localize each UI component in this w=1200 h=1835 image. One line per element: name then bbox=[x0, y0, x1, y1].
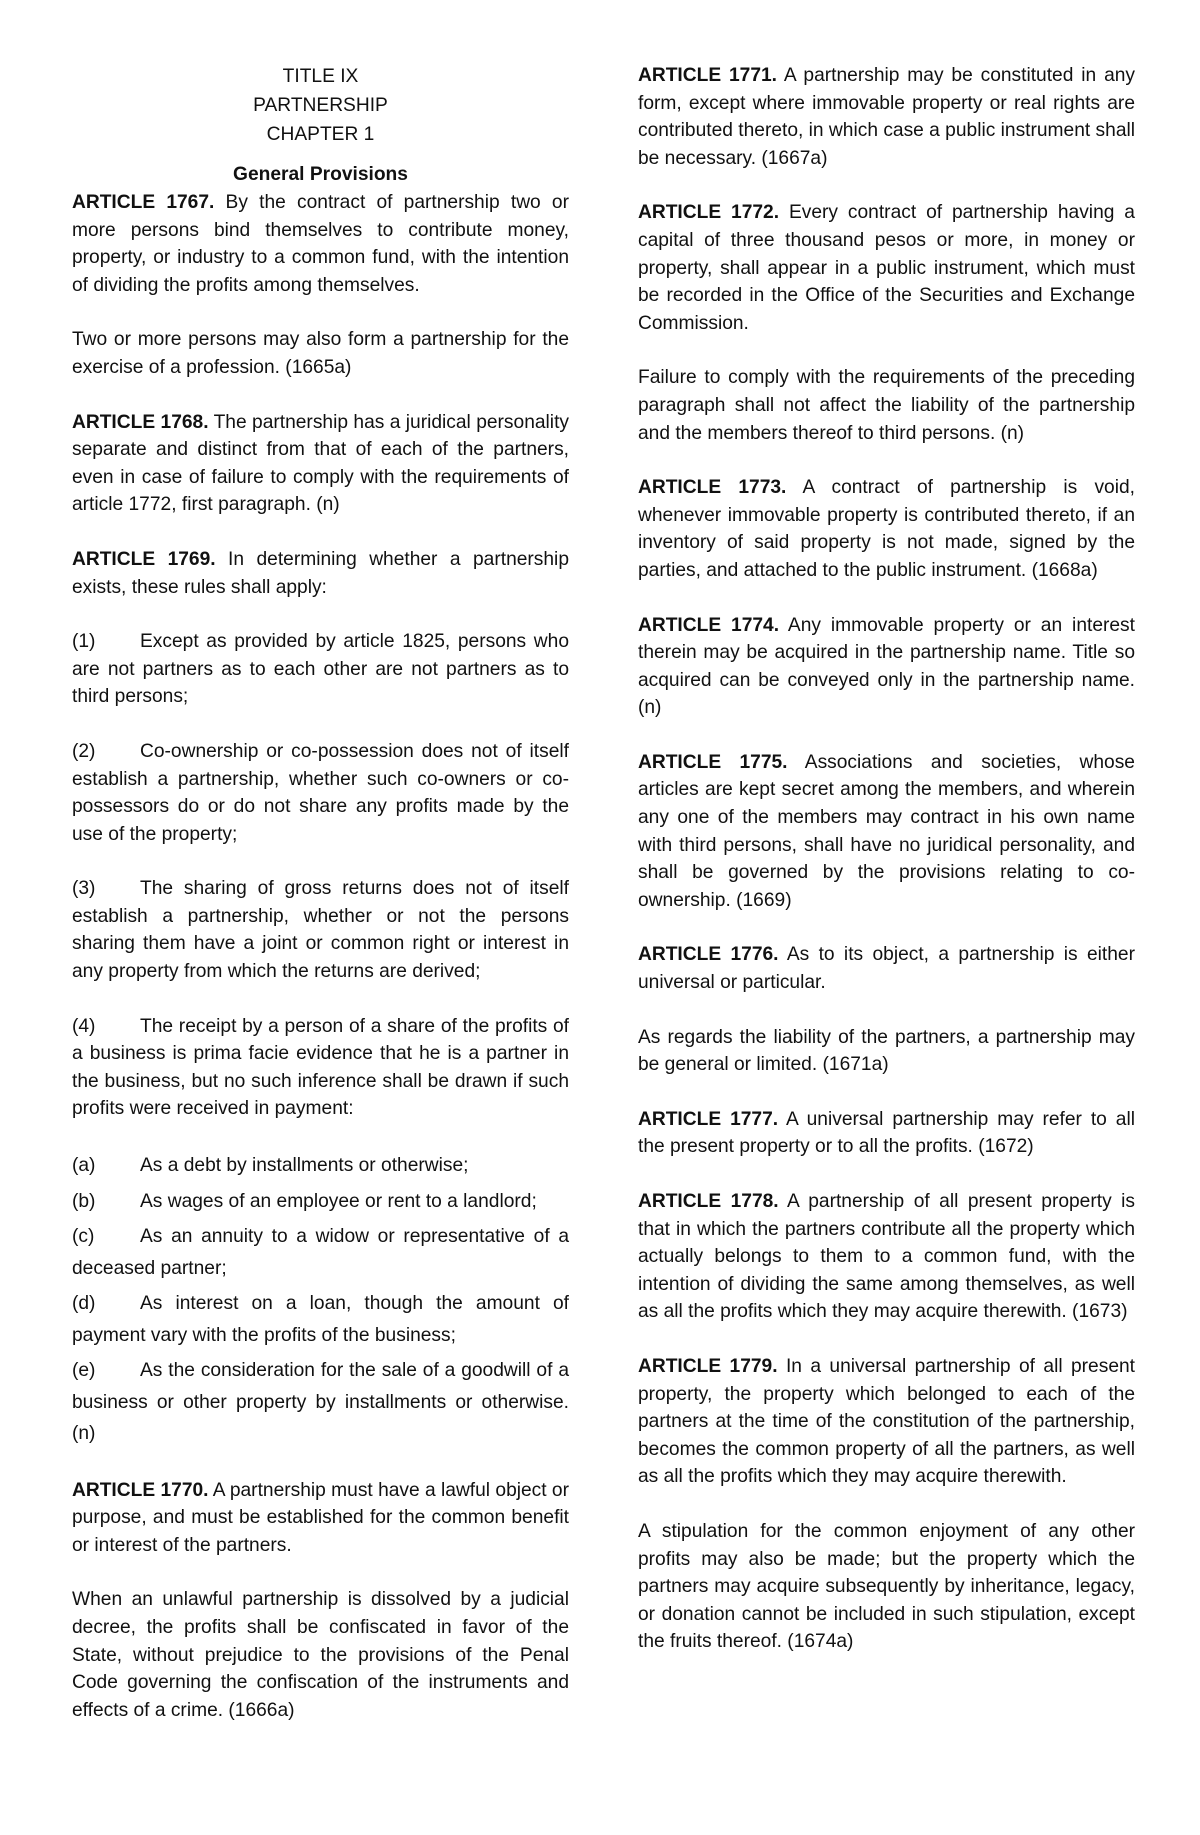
article-text: A universal partnership may refer to all the present property or to all the profits. (1672) bbox=[638, 1108, 1135, 1158]
subitem-letter: (d) bbox=[72, 1293, 96, 1315]
article-text: Associations and societies, whose articles are kept secret among the members, and wherein any one of the members may contract in his own name with third persons, shall have no juridical personality, and shall be governed by the provisions relating to co-ownership. (1669) bbox=[638, 751, 1135, 911]
subitem-letter: (a) bbox=[72, 1155, 96, 1177]
article-text: Any immovable property or an interest therein may be acquired in the partnership name. Title so acquired can be conveyed only in the partnership name. (n) bbox=[638, 614, 1135, 719]
article-1770 bbox=[72, 1477, 569, 1560]
subitem-text: As a debt by installments or otherwise; bbox=[140, 1155, 469, 1177]
rule-item bbox=[72, 738, 569, 848]
article-label: ARTICLE 1777. bbox=[638, 1108, 779, 1130]
article-1771 bbox=[638, 62, 1135, 172]
article-text: The partnership has a juridical personality separate and distinct from that of each of the partners, even in case of failure to comply with the requirements of article 1772, first paragraph. (n) bbox=[72, 411, 569, 516]
article-1772 bbox=[638, 199, 1135, 337]
article-text: Every contract of partnership having a capital of three thousand pesos or more, in money or property, shall appear in a public instrument, which must be recorded in the Office of the Securities and Exchange Commission. bbox=[638, 202, 1135, 334]
article-label: ARTICLE 1778. bbox=[638, 1191, 779, 1212]
subitem-text: As the consideration for the sale of a goodwill of a business or other property by installments or otherwise. (n) bbox=[72, 1360, 569, 1445]
article-1768 bbox=[72, 409, 569, 519]
article-1778 bbox=[638, 1188, 1135, 1326]
subject-heading: PARTNERSHIP bbox=[253, 95, 388, 116]
article-1779-paragraph-2: A stipulation for the common enjoyment of any other profits may also be made; but the property which the partners may acquire subsequently by inheritance, legacy, or donation cannot be included in such stipulation, except the fruits thereof. (1674a) bbox=[638, 1520, 1135, 1653]
rule-number: (2) bbox=[72, 740, 96, 762]
article-label: ARTICLE 1774. bbox=[638, 614, 780, 636]
title: TITLE IX bbox=[282, 66, 359, 87]
article-1777 bbox=[638, 1106, 1135, 1161]
article-text: A contract of partnership is void, whenever immovable property is contributed thereto, if an inventory of said property is not made, signed by the parties, and attached to the public instrument. (1668a) bbox=[638, 477, 1135, 581]
article-label: ARTICLE 1776. bbox=[638, 944, 779, 966]
article-1776 bbox=[638, 941, 1135, 996]
left-column bbox=[72, 62, 569, 1724]
article-1767-paragraph-2: Two or more persons may also form a partnership for the exercise of a profession. (1665a) bbox=[72, 329, 569, 378]
subitem-text: As interest on a loan, though the amount of payment vary with the profits of the business; bbox=[72, 1293, 569, 1346]
article-label: ARTICLE 1770. bbox=[72, 1479, 209, 1501]
article-1775 bbox=[638, 749, 1135, 915]
article-1772-paragraph-2: Failure to comply with the requirements of the preceding paragraph shall not affect the liability of the partnership and the members thereof to third persons. (n) bbox=[638, 367, 1135, 444]
article-1774 bbox=[638, 612, 1135, 722]
article-label: ARTICLE 1768. bbox=[72, 411, 209, 433]
article-text: As to its object, a partnership is either universal or particular. bbox=[638, 944, 1135, 994]
subitem-text: As wages of an employee or rent to a landlord; bbox=[140, 1190, 537, 1212]
article-label: ARTICLE 1769. bbox=[72, 548, 216, 570]
article-text: A partnership must have a lawful object or purpose, and must be established for the common benefit or interest of the partners. bbox=[72, 1479, 569, 1556]
rule-item bbox=[72, 628, 569, 711]
title-block bbox=[72, 62, 569, 189]
subitem bbox=[72, 1221, 569, 1284]
subitem-letter: (c) bbox=[72, 1226, 95, 1248]
article-text: In a universal partnership of all present property, the property which belonged to each of the partners at the time of the constitution of the partnership, becomes the common property of all the partners, as well as all the profits which they may acquire therewith. bbox=[638, 1355, 1135, 1488]
subitem-letter: (b) bbox=[72, 1190, 96, 1212]
article-text: A partnership may be constituted in any form, except where immovable property or real rights are contributed thereto, in which case a public instrument shall be necessary. (1667a) bbox=[638, 65, 1136, 169]
rule-number: (1) bbox=[72, 631, 96, 653]
payment-subitems bbox=[72, 1150, 569, 1450]
article-1776-paragraph-2: As regards the liability of the partners, a partnership may be general or limited. (1671a) bbox=[638, 1026, 1135, 1076]
article-text: By the contract of partnership two or more persons bind themselves to contribute money, property, or industry to a common fund, with the intention of dividing the profits among themselves. bbox=[72, 192, 569, 296]
rule-item bbox=[72, 875, 569, 985]
rule-text: Co-ownership or co-possession does not of itself establish a partnership, whether such co-owners or co-possessors do or do not share any profits made by the use of the property; bbox=[72, 740, 569, 845]
article-text: A partnership of all present property is that in which the partners contribute all the property which actually belongs to them to a common fund, with the intention of dividing the same among themselves, as well as all the profits which they may acquire therewith. (1673) bbox=[638, 1191, 1135, 1323]
article-label: ARTICLE 1779. bbox=[638, 1355, 778, 1377]
article-1779 bbox=[638, 1353, 1135, 1491]
article-text: In determining whether a partnership exists, these rules shall apply: bbox=[72, 548, 569, 598]
article-label: ARTICLE 1773. bbox=[638, 477, 787, 499]
article-label: ARTICLE 1767. bbox=[72, 192, 215, 213]
subitem bbox=[72, 1150, 569, 1182]
section-heading: General Provisions bbox=[233, 164, 408, 185]
rule-number: (3) bbox=[72, 878, 96, 900]
article-label: ARTICLE 1772. bbox=[638, 202, 780, 224]
article-label: ARTICLE 1775. bbox=[638, 751, 788, 773]
subitem bbox=[72, 1186, 569, 1218]
article-1767 bbox=[72, 189, 569, 299]
rule-item bbox=[72, 1013, 569, 1123]
chapter-heading: CHAPTER 1 bbox=[266, 124, 375, 145]
rule-text: The receipt by a person of a share of the profits of a business is prima facie evidence that he is a partner in the business, but no such inference shall be drawn if such profits were received in payment: bbox=[72, 1015, 569, 1120]
right-column bbox=[638, 62, 1135, 1656]
article-1773 bbox=[638, 474, 1135, 584]
subitem bbox=[72, 1288, 569, 1351]
subitem bbox=[72, 1355, 569, 1450]
article-1769 bbox=[72, 546, 569, 601]
subitem-letter: (e) bbox=[72, 1360, 96, 1382]
rule-text: Except as provided by article 1825, persons who are not partners as to each other are not partners as to third persons; bbox=[72, 631, 569, 708]
rule-text: The sharing of gross returns does not of itself establish a partnership, whether or not the persons sharing them have a joint or common right or interest in any property from which the returns are derived; bbox=[72, 878, 569, 983]
rule-number: (4) bbox=[72, 1015, 96, 1037]
article-1770-paragraph-2: When an unlawful partnership is dissolved by a judicial decree, the profits shall be confiscated in favor of the State, without prejudice to the provisions of the Penal Code governing the confiscation of the instruments and effects of a crime. (1666a) bbox=[72, 1589, 569, 1721]
subitem-text: As an annuity to a widow or representative of a deceased partner; bbox=[72, 1226, 569, 1279]
article-label: ARTICLE 1771. bbox=[638, 65, 778, 86]
